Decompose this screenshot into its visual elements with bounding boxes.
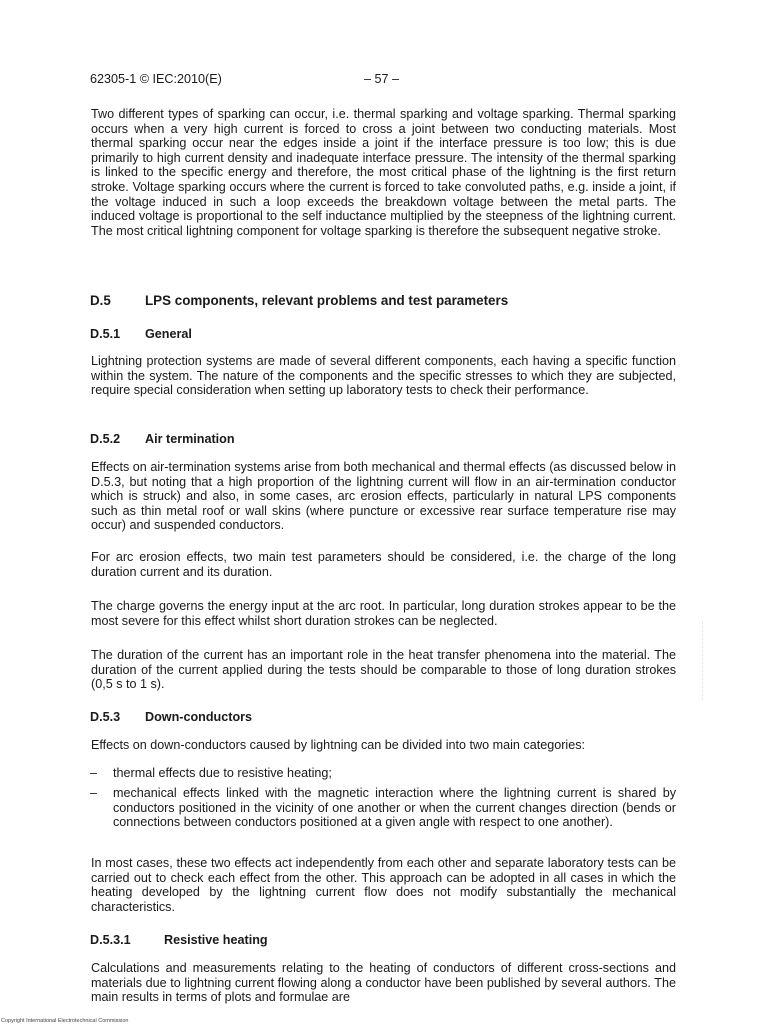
section-number: D.5.2 [90,432,121,446]
intro-paragraph: Two different types of sparking can occur, i.e. thermal sparking and voltage sparking. Thermal sparking occurs when a very high current is forced to cross a joint between two conducting materials. Most thermal sparking occur near the edges inside a joint if the interface pressure is too low; this is due primarily to high current density and inadequate interface pressure. The intensity of the thermal sparking is linked to the specific energy and therefore, the most critical phase of the lightning is the first return stroke. Voltage sparking occurs where the current is forced to take convoluted paths, e.g. inside a joint, if the voltage induced in such a loop exceeds the breakdown voltage between the metal parts. The induced voltage is proportional to the self inductance multiplied by the steepness of the lightning current. The most critical lightning component for voltage sparking is therefore the subsequent negative stroke. [91,107,676,238]
list-item [90,766,676,781]
down-conductors-paragraph-2: In most cases, these two effects act independently from each other and separate laboratory tests can be carried out to check each effect from the other. This approach can be adopted in all cases in which the heating developed by the lightning current flow does not modify substantially the mechanical characteristics. [91,856,676,914]
down-conductors-intro: Effects on down-conductors caused by lightning can be divided into two main categories: [91,738,586,752]
section-heading-d52 [90,432,235,446]
list-item [90,786,676,830]
list-dash: – [90,786,98,800]
document-id: 62305-1 © IEC:2010(E) [90,72,222,86]
copyright-footer: Copyright International Electrotechnical Commission [1,1018,129,1024]
list-dash: – [90,766,98,780]
air-termination-paragraph-2: For arc erosion effects, two main test parameters should be considered, i.e. the charge of the long duration current and its duration. [91,550,676,579]
general-paragraph: Lightning protection systems are made of several different components, each having a specific function within the system. The nature of the components and the specific stresses to which they are subjected, require special consideration when setting up laboratory tests to check their performance. [91,354,676,398]
section-heading-d51 [90,327,192,341]
section-number: D.5 [90,293,111,308]
section-heading-d53 [90,710,252,724]
section-title: LPS components, relevant problems and test parameters [145,293,509,308]
list-item-text: thermal effects due to resistive heating; [113,766,332,780]
air-termination-paragraph-3: The charge governs the energy input at the arc root. In particular, long duration strokes appear to be the most severe for this effect whilst short duration strokes can be neglected. [91,599,676,628]
page-number: – 57 – [364,72,400,86]
section-title: Resistive heating [164,933,268,947]
section-title: Air termination [145,432,235,446]
air-termination-paragraph-1: Effects on air-termination systems arise from both mechanical and thermal effects (as discussed below in D.5.3, but noting that a high proportion of the lightning current will flow in an air-termination conductor which is struck) and also, in some cases, arc erosion effects, particularly in natural LPS components such as thin metal roof or wall skins (where puncture or excessive rear surface temperature rise may occur) and suspended conductors. [91,460,676,533]
section-number: D.5.3.1 [90,933,131,947]
resistive-heating-paragraph: Calculations and measurements relating to the heating of conductors of different cross-sections and materials due to lightning current flowing along a conductor have been published by several authors. The main results in terms of plots and formulae are [91,961,676,1005]
section-heading-d531 [90,933,268,947]
section-number: D.5.3 [90,710,121,724]
page-header [90,72,590,88]
section-heading-d5 [90,293,508,308]
list-item-text: mechanical effects linked with the magnetic interaction where the lightning current is shared by conductors positioned in the vicinity of one another or when the current changes direction (bends or connections between conductors positioned at a given angle with respect to one another). [113,786,676,830]
air-termination-paragraph-4: The duration of the current has an important role in the heat transfer phenomena into the material. The duration of the current applied during the tests should be comparable to those of long duration strokes (0,5 s to 1 s). [91,648,676,692]
section-title: General [145,327,192,341]
section-title: Down-conductors [145,710,253,724]
section-number: D.5.1 [90,327,121,341]
margin-watermark-strip [702,622,709,700]
